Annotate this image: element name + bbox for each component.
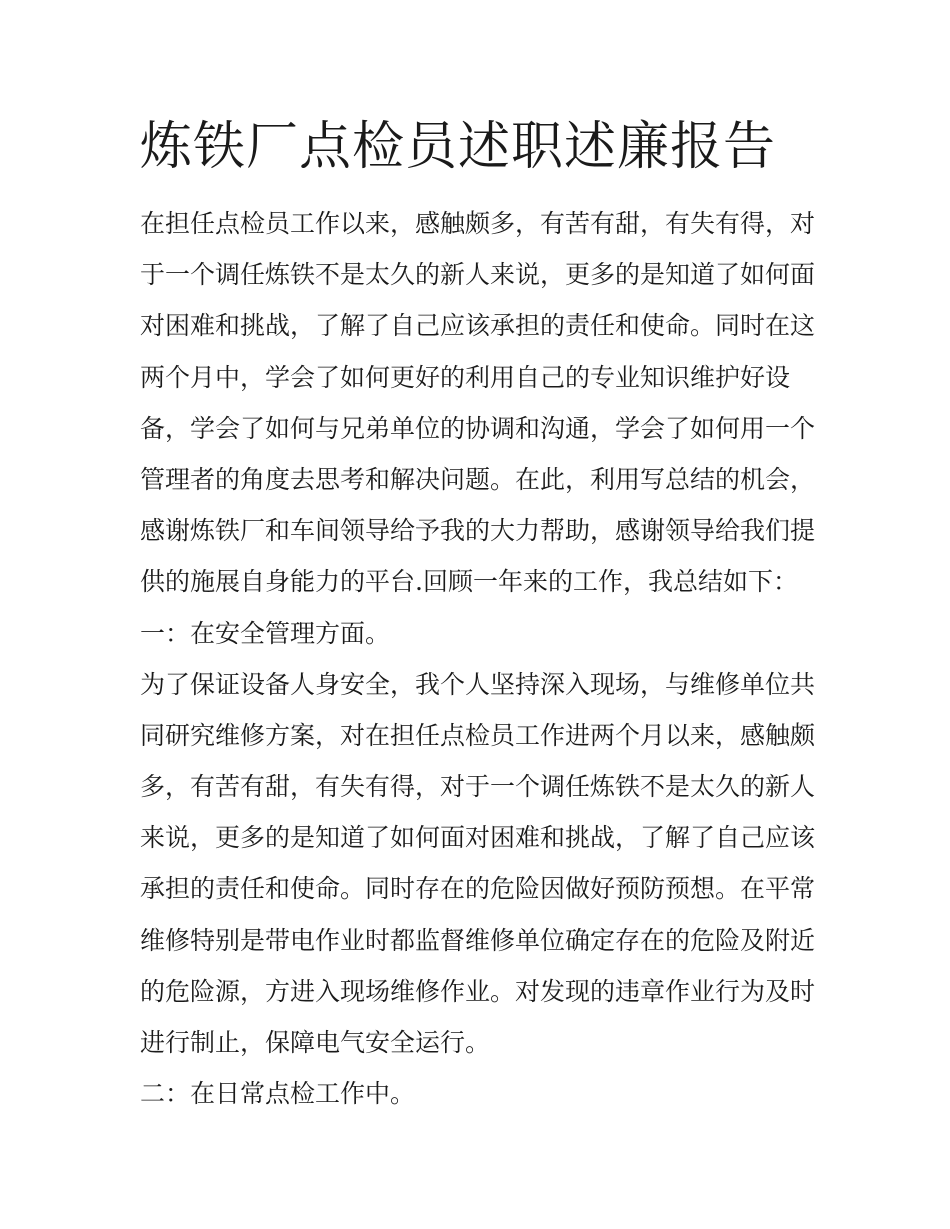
body-line: 为了保证设备人身安全，我个人坚持深入现场，与维修单位共 <box>140 669 816 699</box>
body-line: 进行制止，保障电气安全运行。 <box>140 1028 491 1057</box>
body-line: 多，有苦有甜，有失有得，对于一个调任炼铁不是太久的新人 <box>140 772 816 802</box>
body-line: 于一个调任炼铁不是太久的新人来说，更多的是知道了如何面 <box>140 260 816 290</box>
body-line: 备，学会了如何与兄弟单位的协调和沟通，学会了如何用一个 <box>140 413 816 443</box>
body-line: 来说，更多的是知道了如何面对困难和挑战，了解了自己应该 <box>140 823 816 853</box>
body-line: 管理者的角度去思考和解决问题。在此，利用写总结的机会， <box>140 464 816 494</box>
body-line: 供的施展自身能力的平台.回顾一年来的工作，我总结如下： <box>140 567 798 597</box>
body-line: 同研究维修方案，对在担任点检员工作进两个月以来，感触颇 <box>140 720 816 750</box>
section-heading-safety: 一：在安全管理方面。 <box>140 618 391 648</box>
body-line: 承担的责任和使命。同时存在的危险因做好预防预想。在平常 <box>140 874 816 904</box>
document-title: 炼铁厂点检员述职述廉报告 <box>140 117 777 177</box>
body-line: 维修特别是带电作业时都监督维修单位确定存在的危险及附近 <box>140 925 816 955</box>
body-line: 感谢炼铁厂和车间领导给予我的大力帮助，感谢领导给我们提 <box>140 516 816 546</box>
body-line: 的危险源，方进入现场维修作业。对发现的违章作业行为及时 <box>140 976 816 1006</box>
section-heading-daily-inspection: 二：在日常点检工作中。 <box>140 1079 416 1109</box>
body-line: 在担任点检员工作以来，感触颇多，有苦有甜，有失有得，对 <box>140 209 816 238</box>
body-line: 对困难和挑战，了解了自己应该承担的责任和使命。同时在这 <box>140 311 816 341</box>
document-body <box>140 198 820 1119</box>
body-line: 两个月中，学会了如何更好的利用自己的专业知识维护好设 <box>140 362 791 392</box>
